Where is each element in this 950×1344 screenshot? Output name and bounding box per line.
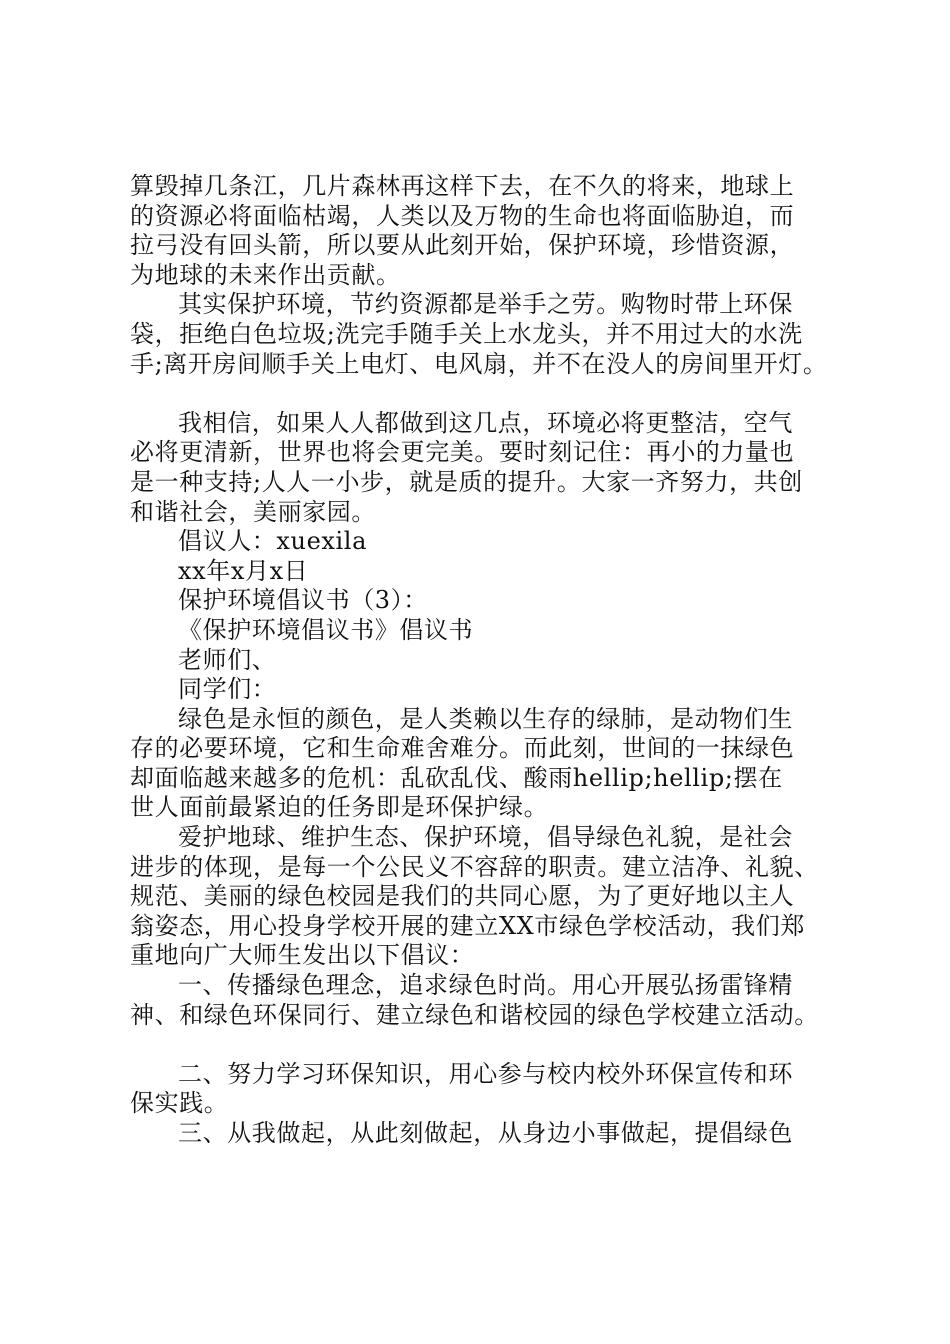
text-line: 进步的体现，是每一个公民义不容辞的职责。建立洁净、礼貌、 [130, 852, 819, 881]
proposer-line: 倡议人：xuexila [178, 527, 367, 556]
text-line: 为地球的未来作出贡献。 [130, 260, 401, 289]
text-line: 规范、美丽的绿色校园是我们的共同心愿，为了更好地以主人 [130, 882, 795, 911]
text-line: 是一种支持;人人一小步，就是质的提升。大家一齐努力，共创 [130, 467, 803, 496]
text-line: 爱护地球、维护生态、保护环境，倡导绿色礼貌，是社会 [178, 823, 793, 852]
paragraph-gap [130, 379, 850, 409]
text-line: 必将更清新，世界也将会更完美。要时刻记住：再小的力量也 [130, 438, 795, 467]
date-line: xx年x月x日 [178, 556, 309, 585]
text-line: 和谐社会，美丽家园。 [130, 497, 376, 526]
text-line: 算毁掉几条江，几片森林再这样下去，在不久的将来，地球上 [130, 172, 795, 200]
list-item: 二、努力学习环保知识，用心参与校内校外环保宣传和环 [178, 1059, 793, 1088]
list-item: 三、从我做起，从此刻做起，从身边小事做起，提倡绿色 [178, 1119, 793, 1147]
text-line: 世人面前最紧迫的任务即是环保护绿。 [130, 793, 549, 822]
text-line: 却面临越来越多的危机：乱砍乱伐、酸雨hellip;hellip;摆在 [130, 763, 783, 792]
text-line: 重地向广大师生发出以下倡议： [130, 941, 475, 970]
section-heading: 保护环境倡议书（3）： [178, 586, 428, 615]
text-line: 我相信，如果人人都做到这几点，环境必将更整洁，空气 [178, 408, 793, 437]
text-line: 神、和绿色环保同行、建立绿色和谐校园的绿色学校建立活动。 [130, 1000, 819, 1029]
salutation-line: 同学们： [178, 675, 277, 704]
text-line: 绿色是永恒的颜色，是人类赖以生存的绿肺，是动物们生 [178, 704, 793, 733]
text-line: 袋，拒绝白色垃圾;洗完手随手关上水龙头，并不用过大的水洗 [130, 319, 803, 348]
list-item: 一、传播绿色理念，追求绿色时尚。用心开展弘扬雷锋精 [178, 971, 793, 1000]
text-line: 手;离开房间顺手关上电灯、电风扇，并不在没人的房间里开灯。 [130, 349, 828, 378]
document-title: 《保护环境倡议书》倡议书 [178, 615, 474, 644]
text-line: 保实践。 [130, 1089, 229, 1118]
text-line: 的资源必将面临枯竭，人类以及万物的生命也将面临胁迫，而 [130, 201, 795, 230]
text-line: 翁姿态，用心投身学校开展的建立XX市绿色学校活动，我们郑 [130, 911, 805, 940]
text-line: 拉弓没有回头箭，所以要从此刻开始，保护环境，珍惜资源， [130, 231, 795, 260]
text-line: 其实保护环境，节约资源都是举手之劳。购物时带上环保 [178, 290, 793, 319]
salutation-line: 老师们、 [178, 645, 277, 674]
paragraph-gap [130, 1030, 850, 1060]
text-line: 存的必要环境，它和生命难舍难分。而此刻，世间的一抹绿色 [130, 734, 795, 763]
document-page [130, 172, 850, 1149]
